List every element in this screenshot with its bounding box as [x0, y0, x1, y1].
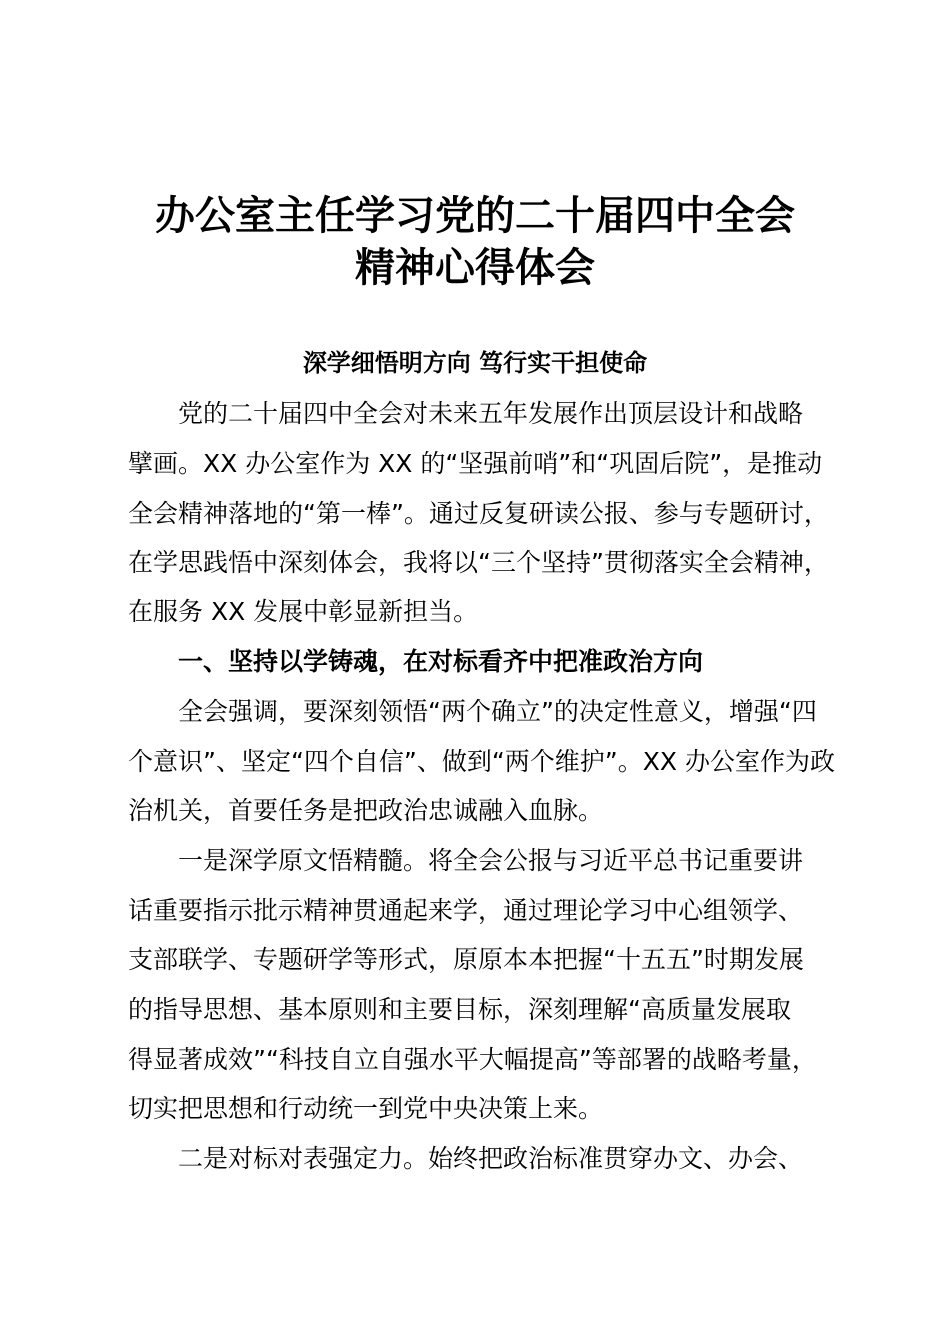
paragraph-line: 全会精神落地的“第一棒”。通过反复研读公报、参与专题研讨， — [128, 499, 829, 528]
paragraph-line: 在服务 XX 发展中彰显新担当。 — [128, 597, 479, 626]
paragraph-line: 得显著成效”“科技自立自强水平大幅提高”等部署的战略考量， — [128, 1045, 817, 1074]
document-subtitle: 深学细悟明方向 笃行实干担使命 — [302, 349, 648, 377]
paragraph-line: 全会强调，要深刻领悟“两个确立”的决定性意义，增强“四 — [178, 697, 817, 726]
paragraph-line: 个意识”、坚定“四个自信”、做到“两个维护”。XX 办公室作为政 — [128, 747, 835, 776]
paragraph-line: 在学思践悟中深刻体会，我将以“三个坚持”贯彻落实全会精神， — [128, 548, 829, 577]
paragraph-line: 擘画。XX 办公室作为 XX 的“坚强前哨”和“巩固后院”，是推动 — [128, 449, 823, 478]
paragraph-line: 的指导思想、基本原则和主要目标，深刻理解“高质量发展取 — [128, 995, 791, 1024]
paragraph-line: 治机关，首要任务是把政治忠诚融入血脉。 — [128, 796, 604, 825]
document-title-line-2: 精神心得体会 — [355, 244, 595, 291]
paragraph-line: 支部联学、专题研学等形式，原原本本把握“十五五”时期发展 — [128, 945, 804, 974]
paragraph-line: 话重要指示批示精神贯通起来学，通过理论学习中心组领学、 — [128, 896, 804, 925]
paragraph-line: 一是深学原文悟精髓。将全会公报与习近平总书记重要讲 — [178, 846, 804, 875]
paragraph-line: 党的二十届四中全会对未来五年发展作出顶层设计和战略 — [178, 399, 804, 428]
paragraph-line: 切实把思想和行动统一到党中央决策上来。 — [128, 1094, 604, 1123]
paragraph-line: 二是对标对表强定力。始终把政治标准贯穿办文、办会、 — [178, 1144, 804, 1173]
section-heading: 一、坚持以学铸魂，在对标看齐中把准政治方向 — [178, 647, 704, 676]
document-title-line-1: 办公室主任学习党的二十届四中全会 — [155, 192, 795, 239]
